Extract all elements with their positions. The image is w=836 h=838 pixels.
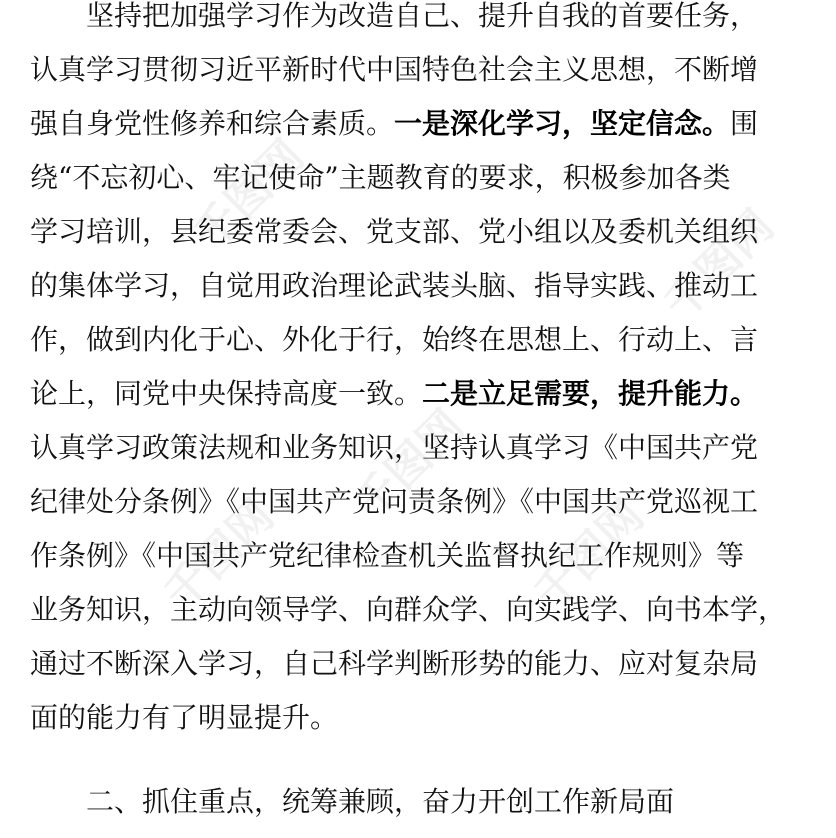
line-text: 认真学习贯彻习近平新时代中国特色社会主义思想，不断增 <box>30 53 759 86</box>
line-text: 二、抓住重点，统筹兼顾，奋力开创工作新局面 <box>86 785 675 818</box>
text-line-9 <box>30 428 780 484</box>
watermark: 千图网 <box>524 490 654 620</box>
line-text: 论上，同党中央保持高度一致。 <box>30 377 423 410</box>
line-text: 面的能力有了明显提升。 <box>30 701 339 734</box>
watermark: 千图网 <box>154 490 284 620</box>
text-line-8 <box>30 374 780 430</box>
text-line-4 <box>30 158 780 214</box>
text-line-10 <box>30 482 780 538</box>
text-line-3 <box>30 104 780 160</box>
text-line-12 <box>30 590 787 646</box>
text-line-6 <box>30 266 780 322</box>
line-text: 绕“不忘初心、牢记使命”主题教育的要求，积极参加各类 <box>30 161 731 194</box>
text-line-7 <box>30 320 780 376</box>
text-line-13 <box>30 644 780 700</box>
line-text: 作，做到内化于心、外化于行，始终在思想上、行动上、言 <box>30 323 759 356</box>
bold-heading-2: 二是立足需要，提升能力。 <box>422 377 759 410</box>
text-line-14 <box>30 698 780 754</box>
line-text: 纪律处分条例》《中国共产党问责条例》《中国共产党巡视工 <box>30 485 759 518</box>
watermark: 千图网 <box>184 130 314 260</box>
text-line-1 <box>30 0 836 52</box>
line-text: 学习培训，县纪委常委会、党支部、党小组以及委机关组织 <box>30 215 759 248</box>
watermark: 千图网 <box>344 400 474 530</box>
line-text: 通过不断深入学习，自己科学判断形势的能力、应对复杂局 <box>30 647 759 680</box>
line-text: 坚持把加强学习作为改造自己、提升自我的首要任务， <box>86 0 759 32</box>
line-text: 的集体学习，自觉用政治理论武装头脑、指导实践、推动工 <box>30 269 759 302</box>
line-text: 强自身党性修养和综合素质。 <box>30 107 395 140</box>
text-line-5 <box>30 212 780 268</box>
line-tail: 围 <box>730 107 759 140</box>
line-text: 作条例》《中国共产党纪律检查机关监督执纪工作规则》等 <box>30 539 745 572</box>
line-text: 认真学习政策法规和业务知识，坚持认真学习《中国共产党 <box>30 431 759 464</box>
text-line-11 <box>30 536 780 592</box>
section-heading-cut <box>30 782 836 838</box>
text-line-2 <box>30 50 780 106</box>
watermark: 千图网 <box>654 200 784 330</box>
line-text: 业务知识，主动向领导学、向群众学、向实践学、向书本学， <box>30 593 787 626</box>
bold-heading-1: 一是深化学习，坚定信念。 <box>394 107 731 140</box>
